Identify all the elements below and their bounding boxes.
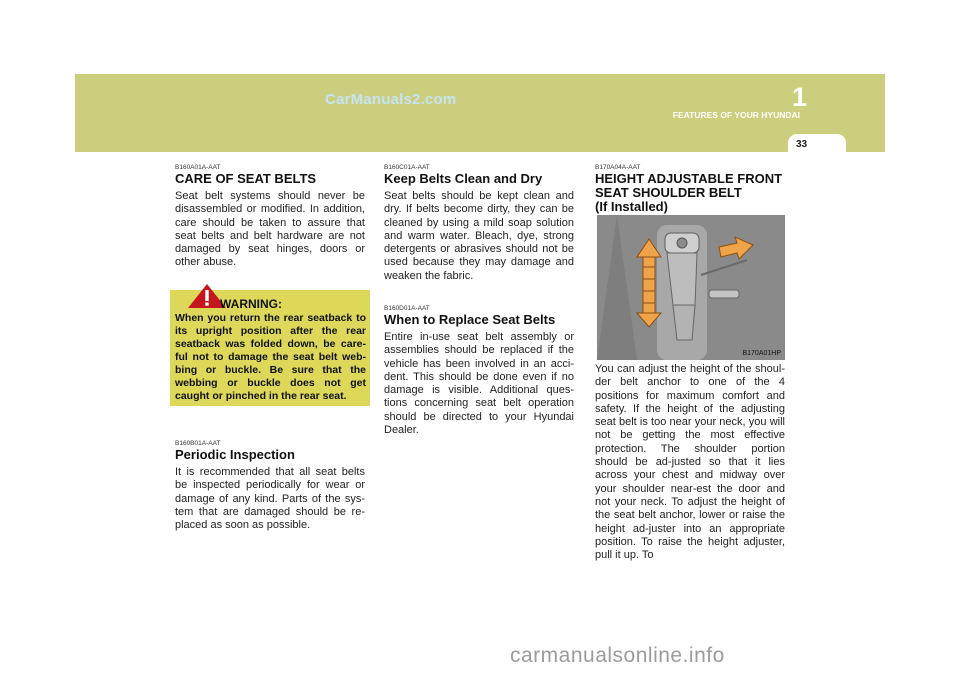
heading-line: HEIGHT ADJUSTABLE FRONT [595, 171, 783, 186]
section-heading: Keep Belts Clean and Dry [384, 171, 543, 186]
section-body: Entire in-use seat belt assembly or assemblies should be replaced if the vehicle has been involved in an acci-dent. This should be done even if no damage is visible. Additional ques-tions concerning seat belt operation should be directed to your Hyundai Dealer. [384, 331, 574, 437]
section-code: B160D01A-AAT [384, 305, 430, 312]
section-heading: When to Replace Seat Belts [384, 312, 556, 327]
section-code: B170A04A-AAT [595, 164, 641, 171]
section-body: It is recommended that all seat belts be inspected periodically for wear or damage of any kind. Parts of the sys-tem that are damaged should be re-placed as soon as possible. [175, 466, 365, 532]
section-height-adjustable-belt [595, 164, 785, 218]
watermark: carmanualsonline.info [510, 644, 725, 667]
section-code: B160B01A-AAT [175, 440, 221, 447]
site-link[interactable]: CarManuals2.com [325, 91, 457, 108]
seat-belt-illustration [597, 215, 785, 360]
section-body: Seat belts should be kept clean and dry. If belts become dirty, they can be cleaned by using a mild soap solution and warm water. Bleach, dye, strong detergents or abrasives should not be used because they may damage and weaken the fabric. [384, 190, 574, 282]
warning-title: WARNING: [220, 297, 282, 311]
seat-belt-adjuster-figure [597, 215, 785, 360]
section-keep-belts-clean [384, 164, 574, 283]
warning-body: When you return the rear seatback to its upright position after the rear seatback was folded down, be care-ful not to damage the seat belt web-bing or buckle. Be sure that the webbing or buckle does not get caught or pinched in the rear seat. [175, 312, 366, 402]
section-heading [595, 172, 785, 214]
section-body: Seat belt systems should never be disassembled or modified. In addition, care should be taken to assure that seat belts and belt hardware are not damaged by seat hinges, doors or other abuse. [175, 190, 365, 269]
figure-caption: B170A01HP [742, 350, 781, 357]
section-code: B160A01A-AAT [175, 164, 221, 171]
heading-line: (If Installed) [595, 199, 668, 214]
page-number: 33 [796, 139, 808, 150]
section-when-to-replace [384, 305, 574, 437]
section-code: B160C01A-AAT [384, 164, 430, 171]
chapter-title: FEATURES OF YOUR HYUNDAI [672, 110, 800, 120]
section-periodic-inspection [175, 440, 365, 532]
heading-line: SEAT SHOULDER BELT [595, 185, 742, 200]
section-care-of-seat-belts [175, 164, 365, 270]
section-heading: CARE OF SEAT BELTS [175, 171, 317, 186]
warning-box [170, 290, 370, 406]
section-body: You can adjust the height of the shoul-der belt anchor to one of the 4 positions for maximum comfort and safety. If the height of the adjusting seat belt is too near your neck, you will not be getting the most effective protection. The shoulder portion should be ad-justed so that it lies across your chest and midway over your shoulder near-est the door and not your neck. To adjust the height of the seat belt anchor, lower or raise the height ad-juster into an appropriate position. To raise the height adjuster, pull it up. To [595, 363, 785, 562]
section-body-container [595, 363, 785, 562]
section-heading: Periodic Inspection [175, 447, 295, 462]
chapter-number: 1 [792, 82, 808, 112]
